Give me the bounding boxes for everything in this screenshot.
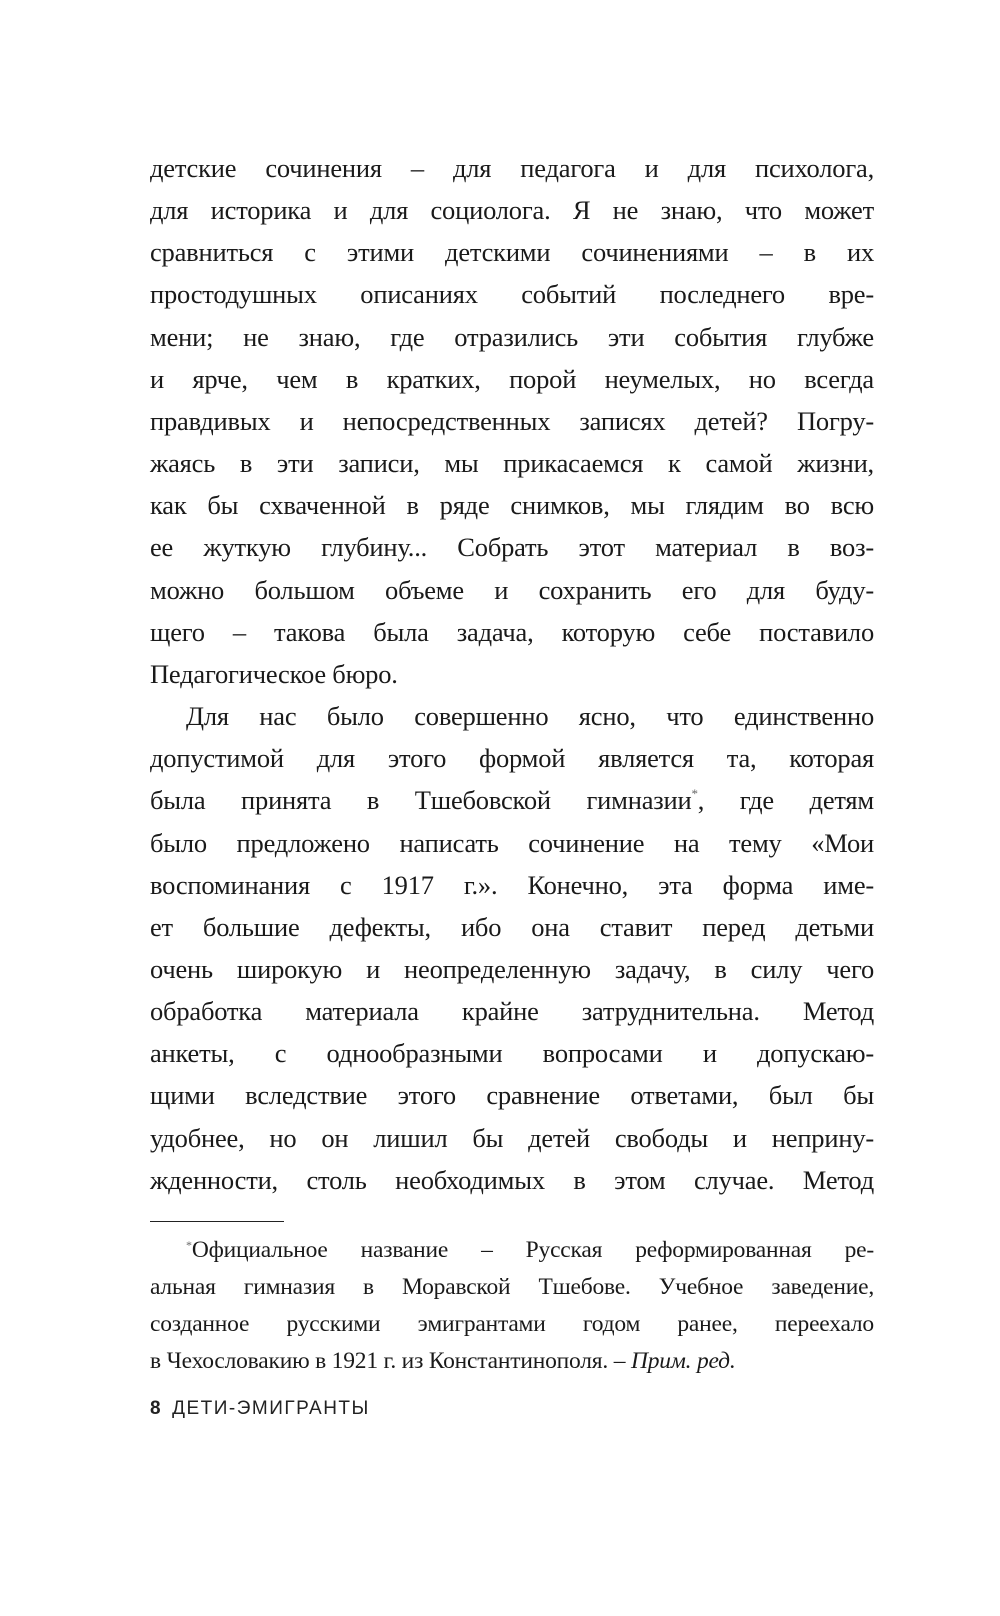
- text-line: анкеты, с однообразными вопросами и допускаю-: [150, 1038, 874, 1069]
- text-line: [150, 779, 874, 821]
- footnote-line: [150, 1343, 874, 1380]
- text-line: как бы схваченной в ряде снимков, мы глядим во всю: [150, 490, 874, 521]
- text-line: ее жуткую глубину... Собрать этот материал в воз-: [150, 532, 874, 563]
- text-segment: Официальное название – Русская реформированная ре-: [191, 1237, 874, 1263]
- text-line: и ярче, чем в кратких, порой неумелых, но всегда: [150, 363, 874, 394]
- text-segment: , где детям: [697, 785, 874, 816]
- footnote-reference: *: [691, 786, 698, 802]
- text-line: детские сочинения – для педагога и для психолога,: [150, 153, 874, 183]
- text-line: удобнее, но он лишил бы детей свободы и неприну-: [150, 1122, 874, 1153]
- text-line: щими вследствие этого сравнение ответами, был бы: [150, 1080, 874, 1111]
- text-line: мени; не знаю, где отразились эти события глубже: [150, 321, 874, 352]
- footnote-line: [150, 1232, 874, 1269]
- text-line: можно большом объеме и сохранить его для буду-: [150, 574, 874, 605]
- text-line: правдивых и непосредственных записях детей? Погру-: [150, 405, 874, 436]
- editor-note: Прим. ред.: [630, 1348, 736, 1374]
- text-line: воспоминания с 1917 г.». Конечно, эта форма име-: [150, 869, 874, 900]
- footnote-mark: *: [186, 1238, 192, 1252]
- text-line: жденности, столь необходимых в этом случае. Метод: [150, 1164, 874, 1195]
- text-line: сравниться с этими детскими сочинениями – в их: [150, 237, 874, 268]
- footnote: [150, 1232, 874, 1380]
- text-line: простодушных описаниях событий последнего вре-: [150, 279, 874, 310]
- text-line: жаясь в эти записи, мы прикасаемся к самой жизни,: [150, 448, 874, 479]
- text-line: допустимой для этого формой является та, которая: [150, 743, 874, 774]
- text-segment: в Чехословакию в 1921 г. из Константинополя. –: [150, 1348, 631, 1374]
- footnote-line: созданное русскими эмигрантами годом ранее, переехало: [150, 1311, 874, 1337]
- running-title: ДЕТИ-ЭМИГРАНТЫ: [172, 1398, 370, 1419]
- footnote-line: альная гимназия в Моравской Тшебове. Учебное заведение,: [150, 1274, 874, 1300]
- text-line: очень широкую и неопределенную задачу, в силу чего: [150, 953, 874, 984]
- text-line: обработка материала крайне затруднительна. Метод: [150, 996, 874, 1027]
- body-text: [150, 147, 874, 1201]
- text-line: было предложено написать сочинение на тему «Мои: [150, 827, 874, 858]
- text-line: для историка и для социолога. Я не знаю, что может: [150, 195, 874, 226]
- page-footer: [150, 1398, 370, 1420]
- page-number: 8: [150, 1398, 163, 1419]
- footnote-divider: [150, 1221, 284, 1222]
- text-line: щего – такова была задача, которую себе поставило: [150, 616, 874, 647]
- text-line: Педагогическое бюро.: [150, 658, 398, 689]
- text-segment: была принята в Тшебовской гимназии: [150, 785, 692, 816]
- text-line: ет большие дефекты, ибо она ставит перед детьми: [150, 911, 874, 942]
- text-line: Для нас было совершенно ясно, что единственно: [186, 701, 874, 732]
